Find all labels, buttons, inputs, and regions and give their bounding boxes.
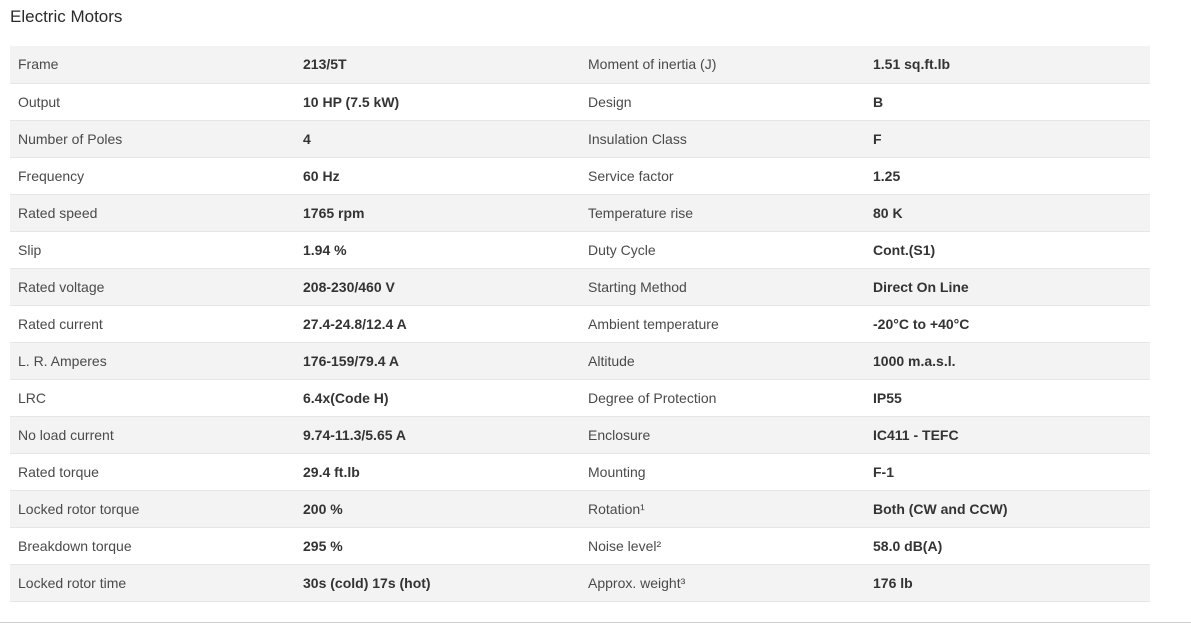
spec-label: No load current xyxy=(10,416,295,453)
spec-label: Breakdown torque xyxy=(10,527,295,564)
spec-label: Slip xyxy=(10,231,295,268)
spec-label: Starting Method xyxy=(580,268,865,305)
spec-value: 30s (cold) 17s (hot) xyxy=(295,564,580,601)
spec-value: 208-230/460 V xyxy=(295,268,580,305)
spec-label: Locked rotor torque xyxy=(10,490,295,527)
spec-value: 60 Hz xyxy=(295,157,580,194)
spec-value: 1.51 sq.ft.lb xyxy=(865,46,1150,83)
spec-value: 295 % xyxy=(295,527,580,564)
table-row xyxy=(10,490,1150,527)
table-row xyxy=(10,231,1150,268)
spec-label: Altitude xyxy=(580,342,865,379)
table-row xyxy=(10,305,1150,342)
table-row xyxy=(10,120,1150,157)
spec-value: 1000 m.a.s.l. xyxy=(865,342,1150,379)
spec-label: Insulation Class xyxy=(580,120,865,157)
spec-label: Service factor xyxy=(580,157,865,194)
spec-value: -20°C to +40°C xyxy=(865,305,1150,342)
footer-divider xyxy=(0,622,1191,623)
spec-value: Direct On Line xyxy=(865,268,1150,305)
spec-value: 176-159/79.4 A xyxy=(295,342,580,379)
specifications-table-body xyxy=(10,46,1150,601)
spec-value: 80 K xyxy=(865,194,1150,231)
spec-value: 27.4-24.8/12.4 A xyxy=(295,305,580,342)
spec-value: 200 % xyxy=(295,490,580,527)
spec-label: Duty Cycle xyxy=(580,231,865,268)
table-row xyxy=(10,194,1150,231)
spec-label: Rotation¹ xyxy=(580,490,865,527)
table-row xyxy=(10,564,1150,601)
table-row xyxy=(10,83,1150,120)
spec-value: 1.25 xyxy=(865,157,1150,194)
spec-value: 58.0 dB(A) xyxy=(865,527,1150,564)
spec-value: Both (CW and CCW) xyxy=(865,490,1150,527)
spec-value: 4 xyxy=(295,120,580,157)
spec-label: Enclosure xyxy=(580,416,865,453)
spec-value: 1.94 % xyxy=(295,231,580,268)
spec-value: 213/5T xyxy=(295,46,580,83)
spec-label: Moment of inertia (J) xyxy=(580,46,865,83)
table-row xyxy=(10,157,1150,194)
spec-value: 29.4 ft.lb xyxy=(295,453,580,490)
spec-value: 1765 rpm xyxy=(295,194,580,231)
spec-label: Mounting xyxy=(580,453,865,490)
table-row xyxy=(10,46,1150,83)
spec-label: LRC xyxy=(10,379,295,416)
spec-value: Cont.(S1) xyxy=(865,231,1150,268)
table-row xyxy=(10,379,1150,416)
table-row xyxy=(10,342,1150,379)
spec-label: Rated torque xyxy=(10,453,295,490)
spec-value: IC411 - TEFC xyxy=(865,416,1150,453)
spec-value: 10 HP (7.5 kW) xyxy=(295,83,580,120)
spec-label: Degree of Protection xyxy=(580,379,865,416)
table-row xyxy=(10,527,1150,564)
spec-value: F-1 xyxy=(865,453,1150,490)
spec-value: 9.74-11.3/5.65 A xyxy=(295,416,580,453)
spec-value: B xyxy=(865,83,1150,120)
spec-value: IP55 xyxy=(865,379,1150,416)
spec-value: F xyxy=(865,120,1150,157)
spec-label: Rated voltage xyxy=(10,268,295,305)
spec-label: Approx. weight³ xyxy=(580,564,865,601)
spec-label: Temperature rise xyxy=(580,194,865,231)
spec-label: Rated speed xyxy=(10,194,295,231)
spec-label: Design xyxy=(580,83,865,120)
page-title: Electric Motors xyxy=(10,7,123,26)
spec-label: Frequency xyxy=(10,157,295,194)
spec-label: L. R. Amperes xyxy=(10,342,295,379)
spec-value: 176 lb xyxy=(865,564,1150,601)
spec-label: Noise level² xyxy=(580,527,865,564)
table-row xyxy=(10,268,1150,305)
spec-label: Rated current xyxy=(10,305,295,342)
specifications-table xyxy=(10,46,1150,602)
table-row xyxy=(10,416,1150,453)
spec-label: Output xyxy=(10,83,295,120)
table-row xyxy=(10,453,1150,490)
spec-label: Number of Poles xyxy=(10,120,295,157)
spec-value: 6.4x(Code H) xyxy=(295,379,580,416)
spec-label: Frame xyxy=(10,46,295,83)
spec-label: Ambient temperature xyxy=(580,305,865,342)
spec-label: Locked rotor time xyxy=(10,564,295,601)
